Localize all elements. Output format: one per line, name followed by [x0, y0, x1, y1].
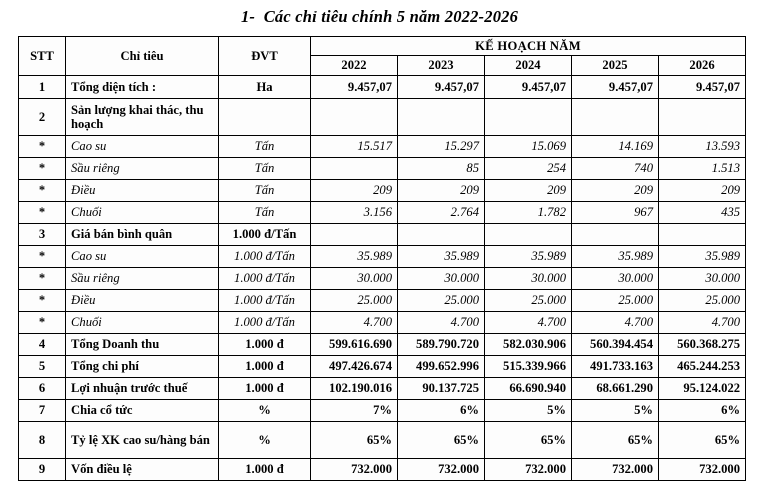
cell-stt: *	[19, 268, 66, 290]
cell-value-2024	[485, 99, 572, 136]
cell-value-2025	[572, 224, 659, 246]
cell-value-2022: 4.700	[311, 312, 398, 334]
cell-indicator-name: Sầu riêng	[66, 268, 219, 290]
cell-value-2026	[659, 99, 746, 136]
cell-stt: 9	[19, 459, 66, 481]
cell-unit: 1.000 đ/Tấn	[219, 246, 311, 268]
cell-value-2025: 30.000	[572, 268, 659, 290]
cell-value-2026: 1.513	[659, 158, 746, 180]
cell-value-2023: 65%	[398, 422, 485, 459]
cell-stt: 7	[19, 400, 66, 422]
column-header-year-2023: 2023	[398, 56, 485, 76]
cell-stt: *	[19, 312, 66, 334]
cell-value-2024: 65%	[485, 422, 572, 459]
column-header-plan-group: KẾ HOẠCH NĂM	[311, 37, 746, 56]
cell-value-2025: 65%	[572, 422, 659, 459]
cell-value-2022: 25.000	[311, 290, 398, 312]
cell-value-2026	[659, 224, 746, 246]
cell-unit: 1.000 đ	[219, 378, 311, 400]
table-row	[19, 99, 746, 136]
cell-value-2023: 25.000	[398, 290, 485, 312]
cell-unit: 1.000 đ	[219, 459, 311, 481]
table-row	[19, 246, 746, 268]
table-row	[19, 334, 746, 356]
cell-value-2022: 3.156	[311, 202, 398, 224]
column-header-indicator: Chỉ tiêu	[66, 37, 219, 76]
cell-indicator-name: Tổng chi phí	[66, 356, 219, 378]
cell-stt: *	[19, 290, 66, 312]
cell-indicator-name: Sầu riêng	[66, 158, 219, 180]
cell-value-2024: 66.690.940	[485, 378, 572, 400]
cell-value-2024: 25.000	[485, 290, 572, 312]
cell-unit: 1.000 đ	[219, 334, 311, 356]
cell-value-2025: 740	[572, 158, 659, 180]
cell-value-2023: 9.457,07	[398, 76, 485, 99]
cell-value-2022: 102.190.016	[311, 378, 398, 400]
cell-value-2025: 4.700	[572, 312, 659, 334]
cell-value-2026: 65%	[659, 422, 746, 459]
cell-value-2024: 1.782	[485, 202, 572, 224]
cell-stt: 5	[19, 356, 66, 378]
table-row	[19, 378, 746, 400]
cell-value-2023: 4.700	[398, 312, 485, 334]
table-row	[19, 422, 746, 459]
cell-value-2026: 30.000	[659, 268, 746, 290]
table-row	[19, 158, 746, 180]
cell-value-2023: 6%	[398, 400, 485, 422]
cell-indicator-name: Cao su	[66, 136, 219, 158]
cell-value-2024: 35.989	[485, 246, 572, 268]
table-body	[19, 76, 746, 481]
cell-value-2022: 15.517	[311, 136, 398, 158]
table-row	[19, 76, 746, 99]
cell-value-2025	[572, 99, 659, 136]
cell-value-2025: 491.733.163	[572, 356, 659, 378]
column-header-stt: STT	[19, 37, 66, 76]
cell-value-2022: 732.000	[311, 459, 398, 481]
cell-value-2024: 582.030.906	[485, 334, 572, 356]
cell-stt: 8	[19, 422, 66, 459]
header-row-top	[19, 37, 746, 56]
cell-value-2024: 254	[485, 158, 572, 180]
cell-value-2025: 967	[572, 202, 659, 224]
cell-value-2024: 30.000	[485, 268, 572, 290]
cell-value-2023: 209	[398, 180, 485, 202]
cell-value-2026: 209	[659, 180, 746, 202]
cell-value-2024: 9.457,07	[485, 76, 572, 99]
cell-unit: 1.000 đ/Tấn	[219, 312, 311, 334]
table-row	[19, 290, 746, 312]
cell-value-2022: 65%	[311, 422, 398, 459]
table-row	[19, 459, 746, 481]
cell-value-2022	[311, 224, 398, 246]
cell-value-2025: 14.169	[572, 136, 659, 158]
cell-indicator-name: Tổng diện tích :	[66, 76, 219, 99]
cell-indicator-name: Tổng Doanh thu	[66, 334, 219, 356]
column-header-year-2022: 2022	[311, 56, 398, 76]
cell-value-2022	[311, 99, 398, 136]
table-row	[19, 268, 746, 290]
cell-value-2026: 25.000	[659, 290, 746, 312]
cell-value-2022: 7%	[311, 400, 398, 422]
cell-value-2023: 30.000	[398, 268, 485, 290]
cell-value-2026: 35.989	[659, 246, 746, 268]
cell-unit: Tấn	[219, 180, 311, 202]
cell-indicator-name: Lợi nhuận trước thuế	[66, 378, 219, 400]
cell-stt: 6	[19, 378, 66, 400]
cell-value-2022: 9.457,07	[311, 76, 398, 99]
cell-value-2022: 599.616.690	[311, 334, 398, 356]
cell-indicator-name: Chia cổ tức	[66, 400, 219, 422]
cell-value-2023: 2.764	[398, 202, 485, 224]
cell-value-2023	[398, 99, 485, 136]
cell-indicator-name: Điều	[66, 290, 219, 312]
cell-unit: 1.000 đ/Tấn	[219, 268, 311, 290]
cell-value-2026: 13.593	[659, 136, 746, 158]
cell-value-2025: 9.457,07	[572, 76, 659, 99]
table-row	[19, 400, 746, 422]
cell-value-2024: 4.700	[485, 312, 572, 334]
indicators-table	[18, 36, 746, 481]
cell-value-2023: 589.790.720	[398, 334, 485, 356]
cell-value-2023: 35.989	[398, 246, 485, 268]
table-row	[19, 180, 746, 202]
table-row	[19, 224, 746, 246]
cell-unit	[219, 99, 311, 136]
cell-indicator-name: Tỷ lệ XK cao su/hàng bán	[66, 422, 219, 459]
cell-value-2023: 15.297	[398, 136, 485, 158]
cell-unit: Tấn	[219, 158, 311, 180]
cell-value-2023	[398, 224, 485, 246]
column-header-year-2025: 2025	[572, 56, 659, 76]
table-row	[19, 356, 746, 378]
column-header-year-2024: 2024	[485, 56, 572, 76]
cell-value-2026: 9.457,07	[659, 76, 746, 99]
table-row	[19, 136, 746, 158]
cell-value-2022: 35.989	[311, 246, 398, 268]
cell-value-2023: 499.652.996	[398, 356, 485, 378]
cell-value-2025: 68.661.290	[572, 378, 659, 400]
cell-stt: *	[19, 158, 66, 180]
cell-value-2022	[311, 158, 398, 180]
cell-value-2022: 497.426.674	[311, 356, 398, 378]
table-row	[19, 312, 746, 334]
cell-value-2024	[485, 224, 572, 246]
cell-unit: %	[219, 422, 311, 459]
cell-value-2025: 560.394.454	[572, 334, 659, 356]
cell-value-2026: 560.368.275	[659, 334, 746, 356]
page-title: 1- Các chỉ tiêu chính 5 năm 2022-2026	[240, 7, 519, 26]
table-row	[19, 202, 746, 224]
cell-stt: 2	[19, 99, 66, 136]
cell-value-2024: 515.339.966	[485, 356, 572, 378]
cell-value-2026: 465.244.253	[659, 356, 746, 378]
cell-value-2025: 25.000	[572, 290, 659, 312]
cell-value-2026: 6%	[659, 400, 746, 422]
cell-value-2023: 732.000	[398, 459, 485, 481]
cell-indicator-name: Chuối	[66, 312, 219, 334]
indicators-table-wrapper	[18, 36, 745, 481]
column-header-unit: ĐVT	[219, 37, 311, 76]
cell-indicator-name: Điều	[66, 180, 219, 202]
cell-value-2024: 15.069	[485, 136, 572, 158]
cell-indicator-name: Sản lượng khai thác, thu hoạch	[66, 99, 219, 136]
cell-indicator-name: Giá bán bình quân	[66, 224, 219, 246]
cell-indicator-name: Vốn điều lệ	[66, 459, 219, 481]
cell-value-2026: 4.700	[659, 312, 746, 334]
cell-value-2024: 732.000	[485, 459, 572, 481]
cell-stt: *	[19, 246, 66, 268]
table-header	[19, 37, 746, 76]
cell-unit: Ha	[219, 76, 311, 99]
cell-value-2023: 90.137.725	[398, 378, 485, 400]
cell-unit: 1.000 đ/Tấn	[219, 290, 311, 312]
cell-value-2025: 732.000	[572, 459, 659, 481]
column-header-year-2026: 2026	[659, 56, 746, 76]
cell-value-2022: 30.000	[311, 268, 398, 290]
cell-stt: *	[19, 180, 66, 202]
cell-stt: 1	[19, 76, 66, 99]
cell-stt: *	[19, 136, 66, 158]
cell-value-2026: 732.000	[659, 459, 746, 481]
cell-value-2025: 35.989	[572, 246, 659, 268]
cell-value-2024: 5%	[485, 400, 572, 422]
cell-value-2025: 209	[572, 180, 659, 202]
cell-unit: Tấn	[219, 202, 311, 224]
cell-stt: 4	[19, 334, 66, 356]
cell-indicator-name: Cao su	[66, 246, 219, 268]
cell-value-2024: 209	[485, 180, 572, 202]
cell-value-2022: 209	[311, 180, 398, 202]
cell-unit: 1.000 đ/Tấn	[219, 224, 311, 246]
cell-value-2026: 435	[659, 202, 746, 224]
cell-value-2025: 5%	[572, 400, 659, 422]
cell-stt: 3	[19, 224, 66, 246]
cell-indicator-name: Chuối	[66, 202, 219, 224]
cell-unit: 1.000 đ	[219, 356, 311, 378]
cell-unit: %	[219, 400, 311, 422]
cell-value-2023: 85	[398, 158, 485, 180]
cell-value-2026: 95.124.022	[659, 378, 746, 400]
cell-stt: *	[19, 202, 66, 224]
cell-unit: Tấn	[219, 136, 311, 158]
